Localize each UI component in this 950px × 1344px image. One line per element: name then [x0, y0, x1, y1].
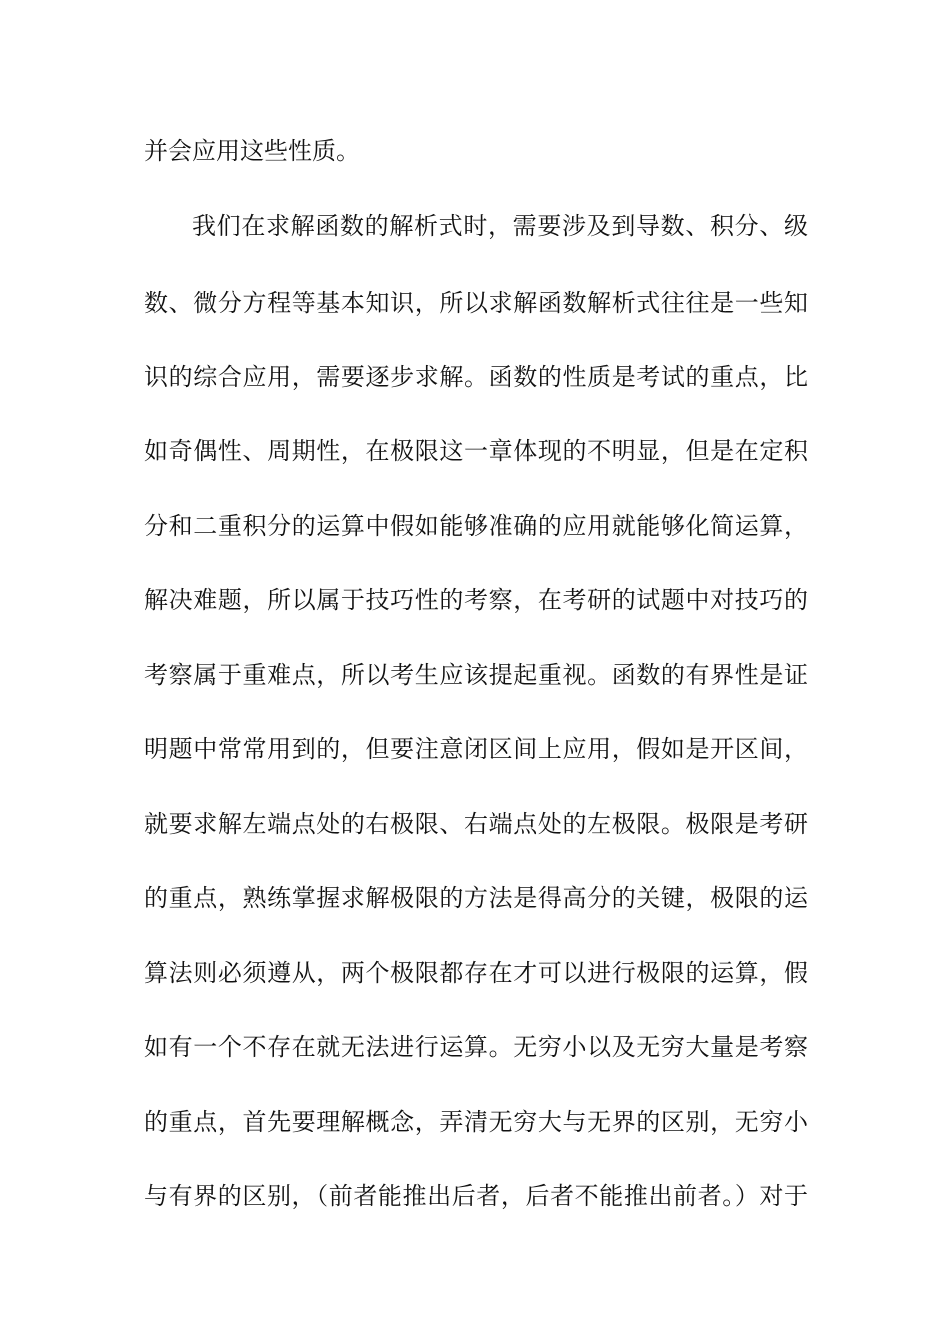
text-line-10: 就要求解左端点处的右极限、右端点处的左极限。极限是考研 — [144, 810, 808, 838]
text-line-14: 的重点，首先要理解概念，弄清无穷大与无界的区别，无穷小 — [144, 1108, 808, 1136]
text-line-3: 数、微分方程等基本知识，所以求解函数解析式往往是一些知 — [144, 289, 808, 317]
text-line-8: 考察属于重难点，所以考生应该提起重视。函数的有界性是证 — [144, 661, 808, 689]
text-line-1: 并会应用这些性质。 — [144, 137, 360, 165]
text-line-6: 分和二重积分的运算中假如能够准确的应用就能够化简运算， — [144, 512, 808, 540]
text-line-11: 的重点，熟练掌握求解极限的方法是得高分的关键，极限的运 — [144, 884, 808, 912]
text-line-4: 识的综合应用，需要逐步求解。函数的性质是考试的重点，比 — [144, 363, 808, 391]
text-line-12: 算法则必须遵从，两个极限都存在才可以进行极限的运算，假 — [144, 959, 808, 987]
text-line-5: 如奇偶性、周期性，在极限这一章体现的不明显，但是在定积 — [144, 437, 808, 465]
paragraph-first-line: 我们在求解函数的解析式时，需要涉及到导数、积分、级 — [192, 212, 808, 240]
text-line-9: 明题中常常用到的，但要注意闭区间上应用，假如是开区间， — [144, 735, 808, 763]
text-line-7: 解决难题，所以属于技巧性的考察，在考研的试题中对技巧的 — [144, 586, 808, 614]
text-line-13: 如有一个不存在就无法进行运算。无穷小以及无穷大量是考察 — [144, 1033, 808, 1061]
text-line-15: 与有界的区别，（前者能推出后者，后者不能推出前者。）对于 — [144, 1182, 808, 1210]
